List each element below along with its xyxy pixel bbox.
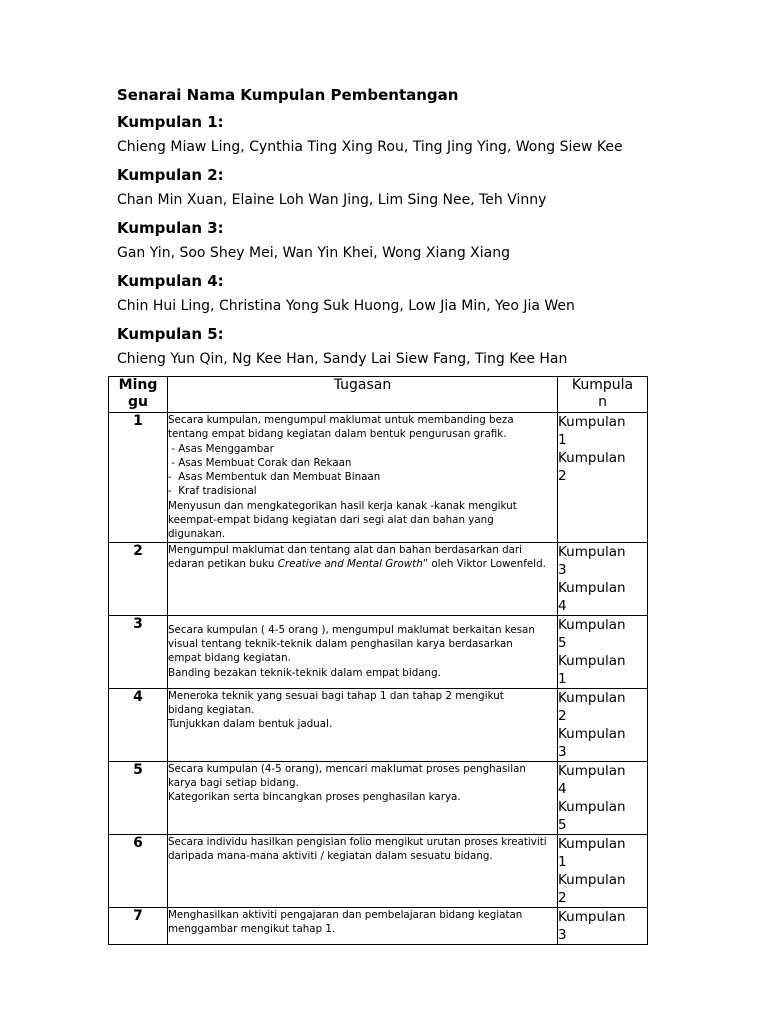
group-1-members: Chieng Miaw Ling, Cynthia Ting Xing Rou, Ting Jing Ying, Wong Siew Kee bbox=[117, 139, 623, 155]
group-3-heading: Kumpulan 3: bbox=[117, 219, 224, 237]
week-cell: 5 bbox=[109, 761, 168, 834]
task-schedule-table bbox=[108, 376, 648, 945]
task-cell: Secara kumpulan, mengumpul maklumat untuk membanding beza tentang empat bidang kegiatan dalam bentuk pengurusan grafik. - Asas Menggambar - Asas Membuat Corak dan Rekaan - Asas Membentuk dan Membuat Binaan - Kraf tradisional Menyusun dan mengkategorikan hasil kerja kanak -kanak mengikut keempat-empat bidang kegiatan dari segi alat dan bahan yang digunakan. bbox=[168, 413, 558, 543]
task-cell: Meneroka teknik yang sesuai bagi tahap 1 dan tahap 2 mengikut bidang kegiatan. Tunjukkan dalam bentuk jadual. bbox=[168, 688, 558, 761]
table-row bbox=[109, 542, 648, 615]
book-title: Creative and Mental Growth bbox=[277, 557, 423, 570]
header-task: Tugasan bbox=[168, 377, 558, 413]
header-week: Ming gu bbox=[109, 377, 168, 413]
group-cell: Kumpulan 1 Kumpulan 2 bbox=[558, 413, 648, 543]
group-5-members: Chieng Yun Qin, Ng Kee Han, Sandy Lai Siew Fang, Ting Kee Han bbox=[117, 351, 568, 367]
table-row bbox=[109, 834, 648, 907]
group-cell: Kumpulan 5 Kumpulan 1 bbox=[558, 615, 648, 688]
group-cell: Kumpulan 4 Kumpulan 5 bbox=[558, 761, 648, 834]
page-title: Senarai Nama Kumpulan Pembentangan bbox=[117, 86, 459, 104]
week-cell: 2 bbox=[109, 542, 168, 615]
group-5-heading: Kumpulan 5: bbox=[117, 325, 224, 343]
group-4-members: Chin Hui Ling, Christina Yong Suk Huong, Low Jia Min, Yeo Jia Wen bbox=[117, 298, 575, 314]
week-cell: 4 bbox=[109, 688, 168, 761]
task-cell: Secara kumpulan (4-5 orang), mencari maklumat proses penghasilan karya bagi setiap bidang. Kategorikan serta bincangkan proses penghasilan karya. bbox=[168, 761, 558, 834]
task-cell: Mengumpul maklumat dan tentang alat dan bahan berdasarkan dari edaran petikan buku Creative and Mental Growth” oleh Viktor Lowenfeld. bbox=[168, 542, 558, 615]
group-3-members: Gan Yin, Soo Shey Mei, Wan Yin Khei, Wong Xiang Xiang bbox=[117, 245, 510, 261]
week-cell: 1 bbox=[109, 413, 168, 543]
task-cell: Secara individu hasilkan pengisian folio mengikut urutan proses kreativiti daripada mana-mana aktiviti / kegiatan dalam sesuatu bidang. bbox=[168, 834, 558, 907]
table-row bbox=[109, 907, 648, 944]
group-4-heading: Kumpulan 4: bbox=[117, 272, 224, 290]
group-cell: Kumpulan 2 Kumpulan 3 bbox=[558, 688, 648, 761]
table-header-row bbox=[109, 377, 648, 413]
week-cell: 3 bbox=[109, 615, 168, 688]
header-group: Kumpula n bbox=[558, 377, 648, 413]
table-row bbox=[109, 761, 648, 834]
group-2-heading: Kumpulan 2: bbox=[117, 166, 224, 184]
group-cell: Kumpulan 3 Kumpulan 4 bbox=[558, 542, 648, 615]
table-row bbox=[109, 615, 648, 688]
group-2-members: Chan Min Xuan, Elaine Loh Wan Jing, Lim Sing Nee, Teh Vinny bbox=[117, 192, 547, 208]
week-cell: 6 bbox=[109, 834, 168, 907]
group-cell: Kumpulan 1 Kumpulan 2 bbox=[558, 834, 648, 907]
table-row bbox=[109, 413, 648, 543]
group-cell: Kumpulan 3 bbox=[558, 907, 648, 944]
group-1-heading: Kumpulan 1: bbox=[117, 113, 224, 131]
week-cell: 7 bbox=[109, 907, 168, 944]
table-row bbox=[109, 688, 648, 761]
task-cell: Secara kumpulan ( 4-5 orang ), mengumpul maklumat berkaitan kesan visual tentang teknik-teknik dalam penghasilan karya berdasarkan empat bidang kegiatan. Banding bezakan teknik-teknik dalam empat bidang. bbox=[168, 615, 558, 688]
task-cell: Menghasilkan aktiviti pengajaran dan pembelajaran bidang kegiatan menggambar mengikut tahap 1. bbox=[168, 907, 558, 944]
